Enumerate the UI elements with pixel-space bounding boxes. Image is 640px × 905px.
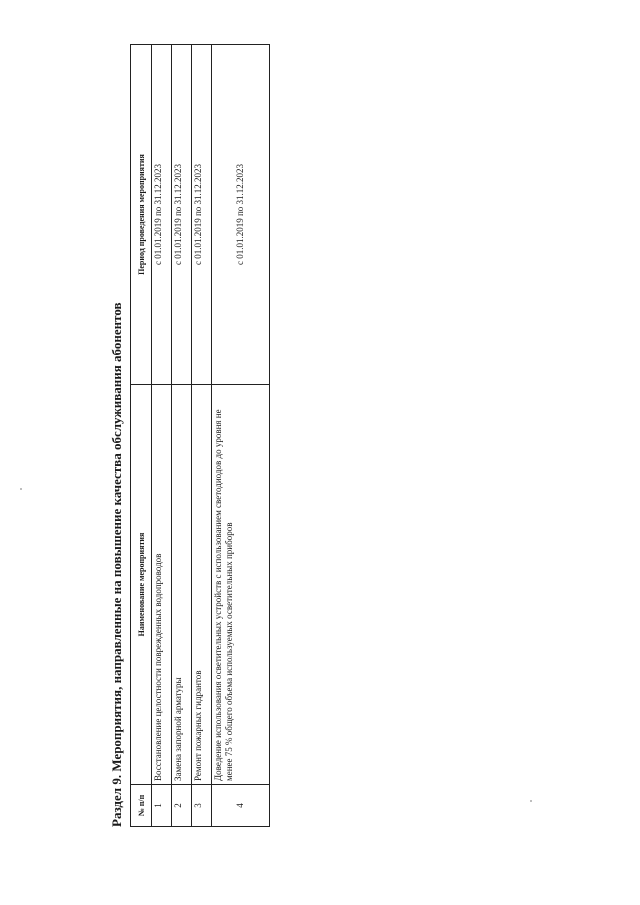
header-name: Наименование мероприятия [131,385,152,785]
row-period: с 01.01.2019 по 31.12.2023 [192,45,212,385]
row-period: с 01.01.2019 по 31.12.2023 [152,45,172,385]
table-row [212,45,270,827]
row-name: Восстановление целостности поврежденных водопроводов [152,385,172,785]
header-number: № п/п [131,785,152,827]
row-name: Замена запорной арматуры [172,385,192,785]
row-name: Доведение использования осветительных устройств с использованием светодиодов до уровня не менее 75 % общего объема используемых осветительных приборов [212,385,270,785]
row-name: Ремонт пожарных гидрантов [192,385,212,785]
activities-table [130,44,270,827]
row-number: 4 [212,785,270,827]
rotated-page-content [106,37,266,827]
row-number: 3 [192,785,212,827]
row-period: с 01.01.2019 по 31.12.2023 [172,45,192,385]
section-title: Раздел 9. Мероприятия, направленные на повышение качества обслуживания абонентов [109,302,124,827]
scan-speck [20,488,22,490]
scan-speck [530,800,532,802]
header-period: Период проведения мероприятия [131,45,152,385]
row-period: с 01.01.2019 по 31.12.2023 [212,45,270,385]
table-row [172,45,192,827]
table-header-row [131,45,152,827]
table-row [152,45,172,827]
row-number: 1 [152,785,172,827]
table-row [192,45,212,827]
row-number: 2 [172,785,192,827]
